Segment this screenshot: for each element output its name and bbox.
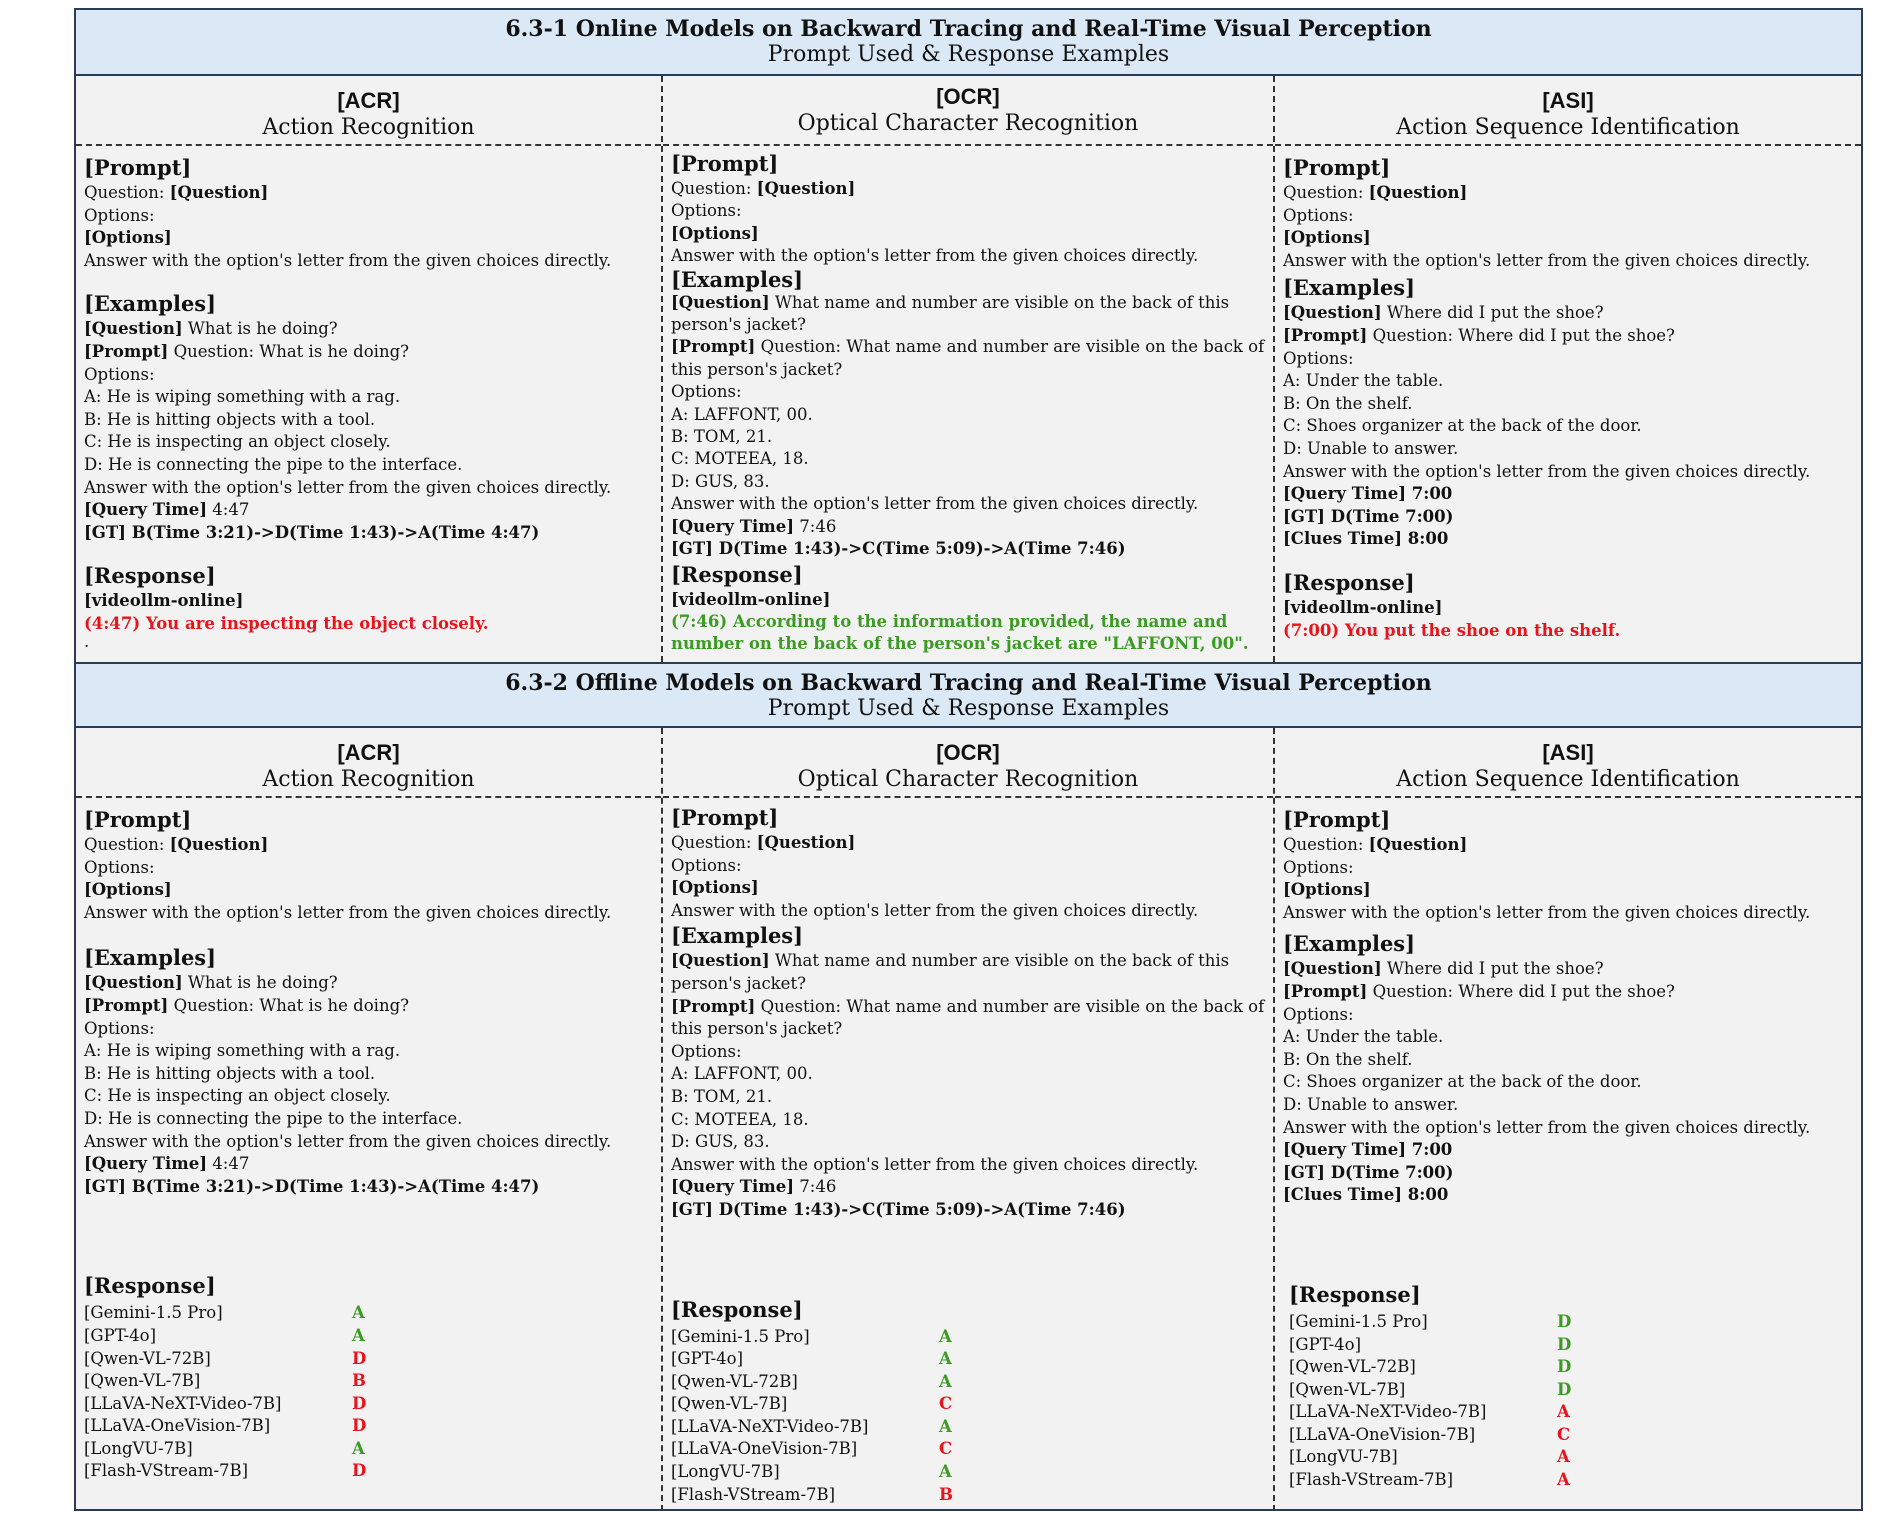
response-row xyxy=(671,1484,1265,1507)
model-name: [GPT-4o] xyxy=(671,1349,744,1369)
example-question: [Question] What is he doing? xyxy=(84,973,338,993)
ground-truth: [GT] B(Time 3:21)->D(Time 1:43)->A(Time 4:47) xyxy=(84,1176,540,1196)
choice: B: On the shelf. xyxy=(1283,1049,1413,1069)
query-time: [Query Time] 7:46 xyxy=(671,1177,837,1197)
column-header xyxy=(76,76,661,146)
choice: A: LAFFONT, 00. xyxy=(671,404,813,424)
response-table xyxy=(671,1326,1265,1507)
response-row xyxy=(84,1348,653,1371)
model-answer: A xyxy=(939,1416,952,1436)
response-row xyxy=(1289,1424,1853,1447)
model-answer: B xyxy=(352,1371,366,1391)
response-row xyxy=(84,1370,653,1393)
response-model: [videollm-online] xyxy=(671,589,831,609)
model-name: [Qwen-VL-72B] xyxy=(1289,1357,1416,1377)
response-row xyxy=(1289,1469,1853,1492)
example-prompt: [Prompt] Question: What is he doing? xyxy=(84,995,409,1015)
query-time: [Query Time] 4:47 xyxy=(84,500,250,520)
prompt-header: [Prompt] xyxy=(1283,807,1391,832)
query-time: [Query Time] 7:00 xyxy=(1283,484,1453,504)
prompt-question: Question: [Question] xyxy=(671,179,856,198)
prompt-instruction: Answer with the option's letter from the given choices directly. xyxy=(671,900,1199,920)
example-options-label: Options: xyxy=(1283,1004,1354,1024)
model-answer: A xyxy=(352,1438,365,1458)
prompt-options: [Options] xyxy=(671,878,759,898)
task-name: Optical Character Recognition xyxy=(797,111,1139,136)
choice: D: He is connecting the pipe to the interface. xyxy=(84,454,463,474)
section-title-band xyxy=(76,10,1861,76)
section-subtitle: Prompt Used & Response Examples xyxy=(767,696,1170,721)
example-instruction: Answer with the option's letter from the given choices directly. xyxy=(1283,461,1811,481)
prompt-options-label: Options: xyxy=(84,857,155,877)
prompt-instruction: Answer with the option's letter from the given choices directly. xyxy=(84,902,612,922)
ground-truth: [GT] B(Time 3:21)->D(Time 1:43)->A(Time 4:47) xyxy=(84,522,540,542)
response-row xyxy=(671,1393,1265,1416)
model-name: [LLaVA-OneVision-7B] xyxy=(671,1439,858,1459)
response-row xyxy=(671,1438,1265,1461)
response-row xyxy=(1289,1311,1853,1334)
model-answer: D xyxy=(352,1348,367,1368)
response-row xyxy=(671,1371,1265,1394)
prompt-header: [Prompt] xyxy=(84,155,192,180)
example-prompt: [Prompt] Question: Where did I put the shoe? xyxy=(1283,981,1675,1001)
choice: C: Shoes organizer at the back of the door. xyxy=(1283,1072,1642,1092)
examples-header: [Examples] xyxy=(84,291,217,317)
response-model: [videollm-online] xyxy=(1283,597,1443,617)
choice: A: Under the table. xyxy=(1283,371,1444,391)
task-name: Action Sequence Identification xyxy=(1396,115,1740,140)
model-name: [Qwen-VL-7B] xyxy=(84,1371,201,1391)
prompt-instruction: Answer with the option's letter from the given choices directly. xyxy=(84,250,612,270)
prompt-header: [Prompt] xyxy=(1283,155,1391,180)
prompt-options-label: Options: xyxy=(671,855,742,875)
example-instruction: Answer with the option's letter from the given choices directly. xyxy=(671,494,1199,514)
example-question: [Question] What is he doing? xyxy=(84,319,338,339)
example-options-label: Options: xyxy=(1283,348,1354,368)
column-ocr xyxy=(661,76,1273,662)
section-title: 6.3-1 Online Models on Backward Tracing and Real-Time Visual Perception xyxy=(505,16,1432,42)
response-row xyxy=(84,1460,653,1483)
prompt-options: [Options] xyxy=(84,228,172,248)
figure-frame xyxy=(74,8,1863,1511)
response-row xyxy=(84,1438,653,1461)
response-row xyxy=(84,1302,653,1325)
model-answer: A xyxy=(1557,1470,1570,1490)
model-answer: D xyxy=(1557,1334,1572,1354)
model-answer: A xyxy=(939,1326,952,1346)
choice: C: MOTEEA, 18. xyxy=(671,449,809,469)
choice: C: MOTEEA, 18. xyxy=(671,1109,809,1129)
response-header: [Response] xyxy=(671,1296,803,1322)
response-header: [Response] xyxy=(1283,569,1415,595)
response-row xyxy=(1289,1356,1853,1379)
example-question: [Question] What name and number are visible on the back of this person's jacket? xyxy=(671,292,1230,335)
example-instruction: Answer with the option's letter from the given choices directly. xyxy=(84,477,612,497)
choice: B: He is hitting objects with a tool. xyxy=(84,409,376,429)
column-asi xyxy=(1273,728,1861,1511)
task-code: [ACR] xyxy=(337,740,400,765)
choice: B: He is hitting objects with a tool. xyxy=(84,1063,376,1083)
model-name: [LLaVA-NeXT-Video-7B] xyxy=(671,1416,869,1436)
choice: D: GUS, 83. xyxy=(671,1132,770,1152)
examples-header: [Examples] xyxy=(84,945,217,971)
model-name: [Qwen-VL-72B] xyxy=(671,1371,798,1391)
section-offline xyxy=(76,662,1861,1511)
prompt-options: [Options] xyxy=(1283,880,1371,900)
column-header xyxy=(1275,76,1861,146)
column-ocr xyxy=(661,728,1273,1511)
model-answer: C xyxy=(939,1439,953,1459)
prompt-question: Question: [Question] xyxy=(1283,183,1468,202)
examples-header: [Examples] xyxy=(671,266,804,292)
ground-truth: [GT] D(Time 7:00) xyxy=(1283,506,1454,526)
examples-header: [Examples] xyxy=(1283,931,1416,957)
choice: C: Shoes organizer at the back of the door. xyxy=(1283,416,1642,436)
section-subtitle: Prompt Used & Response Examples xyxy=(767,42,1170,67)
column-header xyxy=(76,728,661,798)
clues-time: [Clues Time] 8:00 xyxy=(1283,529,1449,549)
examples-header: [Examples] xyxy=(671,923,804,949)
prompt-options: [Options] xyxy=(671,223,759,243)
model-name: [LLaVA-NeXT-Video-7B] xyxy=(1289,1402,1487,1422)
choice: D: Unable to answer. xyxy=(1283,1094,1459,1114)
model-name: [Flash-VStream-7B] xyxy=(1289,1470,1454,1490)
choice: A: He is wiping something with a rag. xyxy=(84,387,401,407)
example-prompt: [Prompt] Question: What is he doing? xyxy=(84,341,409,361)
ground-truth: [GT] D(Time 7:00) xyxy=(1283,1162,1454,1182)
response-header: [Response] xyxy=(1289,1281,1421,1307)
model-answer: D xyxy=(352,1416,367,1436)
prompt-question: Question: [Question] xyxy=(84,183,269,202)
choice: D: Unable to answer. xyxy=(1283,438,1459,458)
prompt-question: Question: [Question] xyxy=(1283,835,1468,854)
response-model: [videollm-online] xyxy=(84,591,244,611)
response-row xyxy=(84,1325,653,1348)
prompt-options-label: Options: xyxy=(1283,857,1354,877)
response-text: (7:46) According to the information provided, the name and number on the back of the person's jacket are "LAFFONT, 00". xyxy=(671,611,1249,654)
example-instruction: Answer with the option's letter from the given choices directly. xyxy=(1283,1117,1811,1137)
prompt-options-label: Options: xyxy=(84,205,155,225)
task-code: [OCR] xyxy=(936,84,1000,109)
model-name: [LongVU-7B] xyxy=(671,1462,780,1482)
prompt-header: [Prompt] xyxy=(671,805,779,830)
task-name: Action Recognition xyxy=(262,767,475,792)
model-name: [Gemini-1.5 Pro] xyxy=(1289,1311,1428,1331)
response-text: (4:47) You are inspecting the object closely. xyxy=(84,613,489,633)
example-options-label: Options: xyxy=(671,1041,742,1061)
column-header xyxy=(663,728,1273,798)
prompt-options-label: Options: xyxy=(671,201,742,221)
response-row xyxy=(84,1415,653,1438)
choice: C: He is inspecting an object closely. xyxy=(84,432,391,452)
model-answer: D xyxy=(1557,1357,1572,1377)
model-name: [Flash-VStream-7B] xyxy=(671,1484,836,1504)
response-row xyxy=(1289,1401,1853,1424)
section-title-band xyxy=(76,662,1861,728)
examples-header: [Examples] xyxy=(1283,275,1416,301)
clues-time: [Clues Time] 8:00 xyxy=(1283,1185,1449,1205)
model-name: [GPT-4o] xyxy=(1289,1334,1362,1354)
response-row xyxy=(671,1461,1265,1484)
prompt-options-label: Options: xyxy=(1283,205,1354,225)
example-prompt: [Prompt] Question: What name and number are visible on the back of this person's jacket? xyxy=(671,996,1265,1039)
query-time: [Query Time] 4:47 xyxy=(84,1154,250,1174)
model-name: [Qwen-VL-7B] xyxy=(671,1394,788,1414)
example-instruction: Answer with the option's letter from the given choices directly. xyxy=(671,1154,1199,1174)
model-name: [LLaVA-OneVision-7B] xyxy=(84,1416,271,1436)
response-row xyxy=(1289,1379,1853,1402)
choice: B: TOM, 21. xyxy=(671,427,773,447)
model-answer: A xyxy=(939,1462,952,1482)
example-prompt: [Prompt] Question: What name and number are visible on the back of this person's jacket? xyxy=(671,337,1265,379)
task-code: [ASI] xyxy=(1542,740,1594,765)
model-name: [LongVU-7B] xyxy=(84,1438,193,1458)
section-title: 6.3-2 Offline Models on Backward Tracing and Real-Time Visual Perception xyxy=(505,670,1432,696)
model-name: [Flash-VStream-7B] xyxy=(84,1461,249,1481)
model-answer: A xyxy=(939,1349,952,1369)
choice: D: GUS, 83. xyxy=(671,471,770,491)
response-text: (7:00) You put the shoe on the shelf. xyxy=(1283,620,1621,640)
task-code: [ACR] xyxy=(337,88,400,113)
response-row xyxy=(1289,1446,1853,1469)
model-name: [Qwen-VL-72B] xyxy=(84,1348,211,1368)
model-answer: A xyxy=(1557,1447,1570,1467)
response-table xyxy=(84,1302,653,1483)
response-table xyxy=(1283,1311,1853,1492)
prompt-options: [Options] xyxy=(84,880,172,900)
prompt-instruction: Answer with the option's letter from the given choices directly. xyxy=(1283,902,1811,922)
column-acr xyxy=(76,76,661,662)
response-row xyxy=(84,1393,653,1416)
model-name: [Gemini-1.5 Pro] xyxy=(84,1303,223,1323)
column-acr xyxy=(76,728,661,1511)
response-header: [Response] xyxy=(84,563,216,589)
model-name: [LLaVA-OneVision-7B] xyxy=(1289,1424,1476,1444)
model-answer: B xyxy=(939,1484,953,1504)
model-answer: C xyxy=(939,1394,953,1414)
model-answer: A xyxy=(1557,1402,1570,1422)
example-options-label: Options: xyxy=(84,364,155,384)
column-header xyxy=(1275,728,1861,798)
ground-truth: [GT] D(Time 1:43)->C(Time 5:09)->A(Time 7:46) xyxy=(671,539,1126,559)
example-prompt: [Prompt] Question: Where did I put the shoe? xyxy=(1283,325,1675,345)
prompt-header: [Prompt] xyxy=(671,151,779,176)
query-time: [Query Time] 7:00 xyxy=(1283,1140,1453,1160)
choice: A: Under the table. xyxy=(1283,1027,1444,1047)
response-row xyxy=(1289,1334,1853,1357)
column-header xyxy=(663,76,1273,146)
example-question: [Question] Where did I put the shoe? xyxy=(1283,959,1604,979)
prompt-question: Question: [Question] xyxy=(84,835,269,854)
response-row xyxy=(671,1326,1265,1349)
task-code: [ASI] xyxy=(1542,88,1594,113)
model-name: [LongVU-7B] xyxy=(1289,1447,1398,1467)
model-answer: D xyxy=(1557,1379,1572,1399)
task-name: Action Recognition xyxy=(262,115,475,140)
model-answer: D xyxy=(1557,1311,1572,1331)
example-options-label: Options: xyxy=(84,1018,155,1038)
response-row xyxy=(671,1416,1265,1439)
query-time: [Query Time] 7:46 xyxy=(671,516,837,536)
model-answer: D xyxy=(352,1393,367,1413)
prompt-options: [Options] xyxy=(1283,228,1371,248)
prompt-instruction: Answer with the option's letter from the given choices directly. xyxy=(1283,250,1811,270)
choice: D: He is connecting the pipe to the interface. xyxy=(84,1108,463,1128)
model-answer: A xyxy=(352,1325,365,1345)
model-answer: A xyxy=(939,1371,952,1391)
response-row xyxy=(671,1348,1265,1371)
ground-truth: [GT] D(Time 1:43)->C(Time 5:09)->A(Time 7:46) xyxy=(671,1199,1126,1219)
task-code: [OCR] xyxy=(936,740,1000,765)
response-header: [Response] xyxy=(84,1273,216,1299)
choice: C: He is inspecting an object closely. xyxy=(84,1086,391,1106)
prompt-header: [Prompt] xyxy=(84,807,192,832)
response-header: [Response] xyxy=(671,561,803,587)
example-options-label: Options: xyxy=(671,382,742,402)
example-question: [Question] Where did I put the shoe? xyxy=(1283,303,1604,323)
task-name: Action Sequence Identification xyxy=(1396,767,1740,792)
model-name: [Qwen-VL-7B] xyxy=(1289,1379,1406,1399)
prompt-question: Question: [Question] xyxy=(671,833,856,852)
choice: A: He is wiping something with a rag. xyxy=(84,1041,401,1061)
model-answer: C xyxy=(1557,1424,1571,1444)
section-online xyxy=(76,10,1861,662)
trailing-mark: . xyxy=(84,631,90,651)
column-asi xyxy=(1273,76,1861,662)
example-question: [Question] What name and number are visible on the back of this person's jacket? xyxy=(671,951,1230,993)
task-name: Optical Character Recognition xyxy=(797,767,1139,792)
model-name: [GPT-4o] xyxy=(84,1325,157,1345)
example-instruction: Answer with the option's letter from the given choices directly. xyxy=(84,1131,612,1151)
model-name: [LLaVA-NeXT-Video-7B] xyxy=(84,1393,282,1413)
choice: A: LAFFONT, 00. xyxy=(671,1064,813,1084)
prompt-instruction: Answer with the option's letter from the given choices directly. xyxy=(671,246,1199,266)
choice: B: TOM, 21. xyxy=(671,1086,773,1106)
model-answer: D xyxy=(352,1461,367,1481)
choice: B: On the shelf. xyxy=(1283,393,1413,413)
model-answer: A xyxy=(352,1303,365,1323)
model-name: [Gemini-1.5 Pro] xyxy=(671,1326,810,1346)
